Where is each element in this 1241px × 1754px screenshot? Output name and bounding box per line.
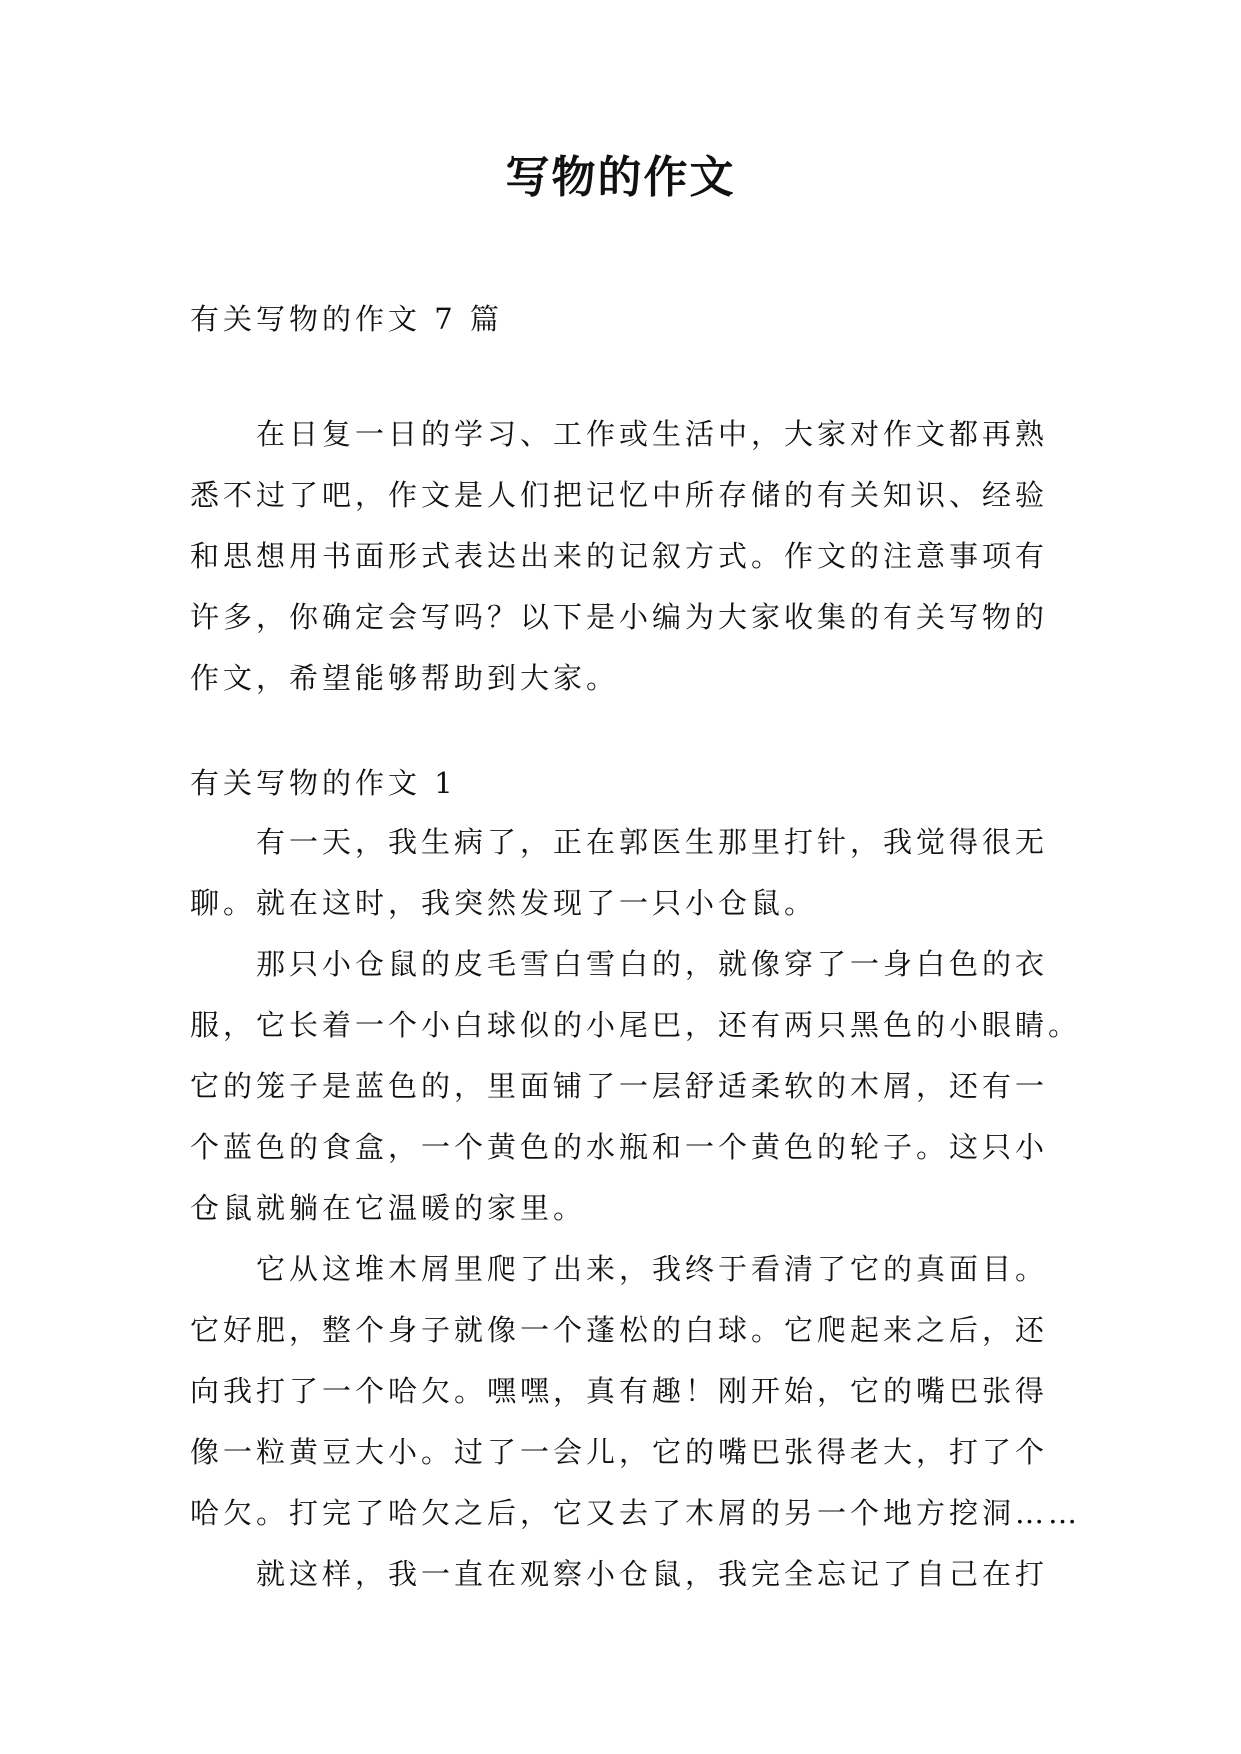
essay-line: 它从这堆木屑里爬了出来，我终于看清了它的真面目。 [256,1252,1049,1286]
essay-line: 有一天，我生病了，正在郭医生那里打针，我觉得很无 [256,825,1049,859]
intro-line: 悉不过了吧，作文是人们把记忆中所存储的有关知识、经验 [190,478,1049,512]
essay-line: 哈欠。打完了哈欠之后，它又去了木屑的另一个地方挖洞…… [190,1496,1082,1530]
intro-line: 和思想用书面形式表达出来的记叙方式。作文的注意事项有 [190,539,1049,573]
intro-paragraph [190,404,1070,709]
essay-body [190,812,1082,1605]
essay-line: 服，它长着一个小白球似的小尾巴，还有两只黑色的小眼睛。 [190,1008,1082,1042]
essay-line: 那只小仓鼠的皮毛雪白雪白的，就像穿了一身白色的衣 [256,947,1049,981]
essay-line: 就这样，我一直在观察小仓鼠，我完全忘记了自己在打 [256,1557,1049,1591]
essay-line: 像一粒黄豆大小。过了一会儿，它的嘴巴张得老大，打了个 [190,1435,1049,1469]
essay-line: 它的笼子是蓝色的，里面铺了一层舒适柔软的木屑，还有一 [190,1069,1049,1103]
intro-line: 许多，你确定会写吗？以下是小编为大家收集的有关写物的 [190,600,1049,634]
document-title: 写物的作文 [505,152,736,203]
intro-line: 在日复一日的学习、工作或生活中，大家对作文都再熟 [256,417,1049,451]
essay-line: 向我打了一个哈欠。嘿嘿，真有趣！刚开始，它的嘴巴张得 [190,1374,1049,1408]
essay-line: 仓鼠就躺在它温暖的家里。 [190,1191,587,1225]
section-heading: 有关写物的作文 1 [190,766,457,800]
essay-line: 它好肥，整个身子就像一个蓬松的白球。它爬起来之后，还 [190,1313,1049,1347]
document-subtitle: 有关写物的作文 7 篇 [190,302,503,336]
essay-line: 聊。就在这时，我突然发现了一只小仓鼠。 [190,886,818,920]
essay-line: 个蓝色的食盒，一个黄色的水瓶和一个黄色的轮子。这只小 [190,1130,1049,1164]
intro-line: 作文，希望能够帮助到大家。 [190,661,620,695]
